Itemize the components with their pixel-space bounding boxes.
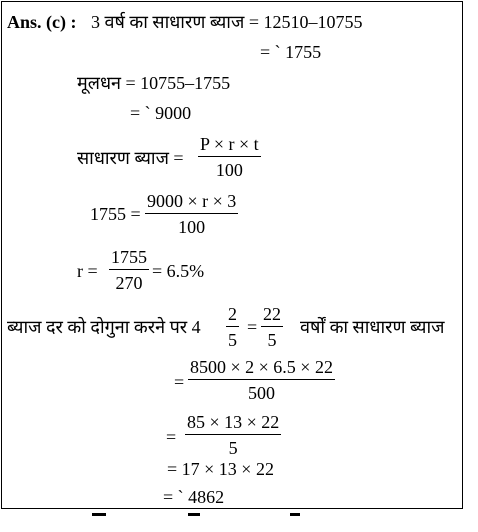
line-principal-result: = ` 9000: [130, 103, 192, 123]
calc-step-2-numerator: 85 × 13 × 22: [187, 412, 280, 432]
years-si-text: वर्षों का साधारण ब्याज: [300, 317, 445, 337]
line-simple-interest-3yr: 3 वर्ष का साधारण ब्याज = 12510–10755: [91, 12, 363, 32]
mixed-fraction-numerator: 2: [228, 304, 237, 324]
improper-fraction: [261, 304, 283, 350]
calc-step-1-denominator: 500: [247, 383, 275, 403]
improper-fraction-numerator: 22: [263, 304, 281, 324]
answer-label: Ans. (c) :: [7, 12, 77, 32]
cut-text-fragment: [188, 513, 200, 516]
calc-step-3: = 17 × 13 × 22: [167, 459, 274, 479]
mixed-fraction: [226, 304, 239, 350]
calc-step-2-fraction: [185, 412, 281, 458]
rate-left: r =: [77, 261, 98, 281]
line-si-result: = ` 1755: [260, 42, 322, 62]
equation-1755-denominator: 100: [178, 217, 206, 237]
solution-box: [1, 1, 463, 509]
improper-fraction-denominator: 5: [267, 330, 277, 350]
calc-step-2-denominator: 5: [228, 438, 238, 458]
si-formula-fraction: [198, 134, 261, 180]
calc-step-1-numerator: 8500 × 2 × 6.5 × 22: [190, 357, 333, 377]
si-formula-numerator: P × r × t: [200, 134, 259, 154]
calc-step-1-equals: =: [174, 372, 185, 392]
final-answer: = ` 4862: [163, 487, 225, 507]
equation-1755-numerator: 9000 × r × 3: [147, 191, 237, 211]
rate-fraction: [109, 247, 149, 293]
mixed-equals: =: [247, 317, 258, 337]
calc-step-1-fraction: [188, 357, 335, 403]
equation-1755-left: 1755 =: [90, 204, 141, 224]
line-principal: मूलधन = 10755–1755: [77, 73, 231, 93]
calc-step-2-equals: =: [166, 427, 177, 447]
si-formula-label: साधारण ब्याज =: [77, 148, 184, 168]
doubled-rate-text: ब्याज दर को दोगुना करने पर 4: [7, 317, 201, 337]
mixed-fraction-denominator: 5: [228, 330, 237, 350]
rate-result: = 6.5%: [152, 261, 205, 281]
rate-numerator: 1755: [111, 247, 147, 267]
si-formula-denominator: 100: [215, 160, 243, 180]
cut-text-fragment: [92, 513, 106, 516]
equation-1755-fraction: [145, 191, 238, 237]
rate-denominator: 270: [115, 273, 143, 293]
cut-text-fragment: [290, 513, 300, 516]
